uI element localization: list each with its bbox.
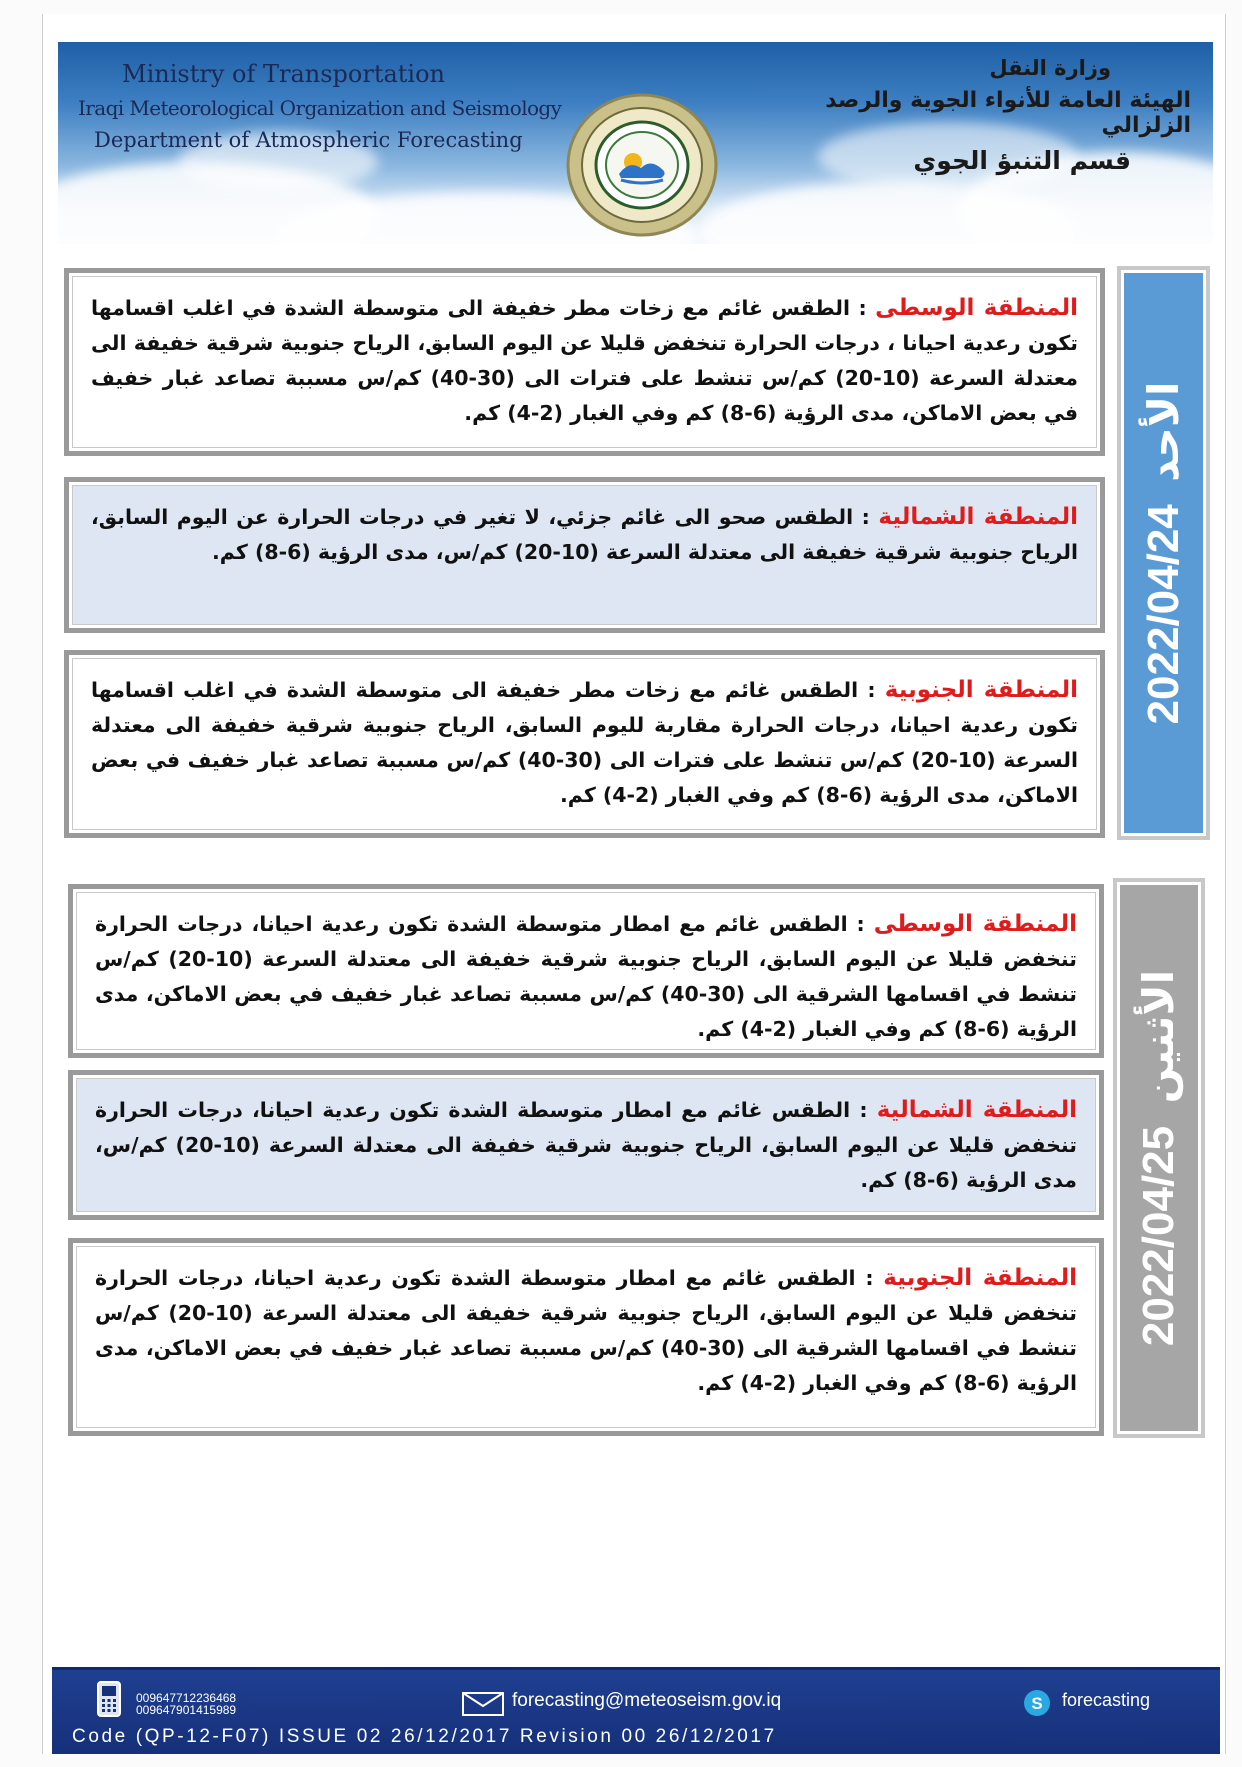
email-address[interactable]: forecasting@meteoseism.gov.iq bbox=[512, 1690, 782, 1711]
document-code: Code (QP-12-F07) ISSUE 02 26/12/2017 Revision 00 26/12/2017 bbox=[72, 1726, 777, 1747]
phone-number-1[interactable]: 009647712236468 bbox=[136, 1691, 237, 1705]
forecast-text: الطقس صحو الى غائم جزئي، لا تغير في درجات الحرارة عن اليوم السابق، الرياح جنوبية شرقية خفيفة الى معتدلة السرعة (10-20) كم/س، مدى الرؤية (6-8) كم. bbox=[91, 505, 1078, 564]
organization-name-ar: الهيئة العامة للأنواء الجوية والرصد الزلزالي bbox=[825, 88, 1191, 138]
date-bar bbox=[1117, 266, 1210, 840]
region-label: المنطقة الجنوبية bbox=[883, 1265, 1077, 1291]
forecast-section bbox=[68, 1238, 1104, 1436]
day-name: الأثنين bbox=[1134, 969, 1183, 1104]
phone-number-2[interactable]: 009647901415989 bbox=[136, 1703, 237, 1717]
region-colon: : bbox=[855, 1266, 884, 1290]
day-name: الأحد bbox=[1138, 381, 1188, 482]
header-banner bbox=[58, 42, 1213, 244]
date-bar bbox=[1113, 878, 1205, 1438]
forecast-text: الطقس غائم مع زخات مطر خفيفة الى متوسطة الشدة في اغلب اقسامها تكون رعدية احيانا، درجات الحرارة مقاربة لليوم السابق، الرياح جنوبية شرقية خفيفة الى معتدلة السرعة (10-20) كم/س تنشط على فترات الى (30-40) كم/س مسببة تصاعد غبار خفيف في بعض الاماكن، مدى الرؤية (6-8) كم وفي الغبار (2-4) كم. bbox=[91, 678, 1078, 807]
date-label bbox=[1134, 970, 1184, 1346]
region-colon: : bbox=[849, 296, 876, 320]
forecast-text: الطقس غائم مع زخات مطر خفيفة الى متوسطة الشدة في اغلب اقسامها تكون رعدية احيانا ، درجات الحرارة تنخفض قليلا عن اليوم السابق، الرياح جنوبية شرقية خفيفة الى معتدلة السرعة (10-20) كم/س تنشط على فترات الى (30-40) كم/س مسببة تصاعد غبار خفيف في بعض الاماكن، مدى الرؤية (6-8) كم وفي الغبار (2-4) كم. bbox=[91, 296, 1078, 425]
region-label: المنطقة الوسطى bbox=[873, 911, 1077, 937]
forecast-section bbox=[64, 477, 1105, 633]
region-colon: : bbox=[858, 678, 885, 702]
skype-handle[interactable]: forecasting bbox=[1062, 1690, 1151, 1710]
forecast-section bbox=[64, 650, 1105, 838]
region-label: المنطقة الوسطى bbox=[875, 295, 1078, 321]
region-label: المنطقة الشمالية bbox=[876, 1097, 1077, 1123]
region-colon: : bbox=[850, 1098, 877, 1122]
date-value: 2022/04/25 bbox=[1134, 1125, 1183, 1347]
mail-icon bbox=[462, 1692, 504, 1721]
ministry-name-ar: وزارة النقل bbox=[989, 56, 1111, 80]
skype-icon bbox=[1022, 1688, 1052, 1723]
ministry-name-en: Ministry of Transportation bbox=[122, 60, 445, 88]
organization-name-en: Iraqi Meteorological Organization and Seismology bbox=[78, 96, 562, 120]
region-colon: : bbox=[853, 505, 879, 529]
forecast-text: الطقس غائم مع امطار متوسطة الشدة تكون رعدية احيانا، درجات الحرارة تنخفض قليلا عن اليوم السابق، الرياح جنوبية شرقية خفيفة الى معتدلة السرعة (10-20) كم/س تنشط في اقسامها الشرقية الى (30-40) كم/س مسببة تصاعد غبار خفيف في بعض الاماكن، مدى الرؤية (6-8) كم وفي الغبار (2-4) كم. bbox=[95, 1266, 1078, 1395]
forecast-section bbox=[68, 884, 1104, 1058]
svg-text:S: S bbox=[1031, 1694, 1043, 1713]
header-english-title bbox=[78, 60, 562, 152]
phone-numbers bbox=[136, 1692, 236, 1716]
region-label: المنطقة الجنوبية bbox=[884, 677, 1078, 703]
region-colon: : bbox=[847, 912, 874, 936]
region-label: المنطقة الشمالية bbox=[878, 504, 1078, 530]
date-label bbox=[1139, 382, 1189, 725]
header-arabic-title bbox=[811, 56, 1191, 175]
department-name-ar: قسم التنبؤ الجوي bbox=[913, 146, 1131, 175]
footer-bar bbox=[52, 1667, 1220, 1754]
phone-icon bbox=[94, 1680, 124, 1723]
department-name-en: Department of Atmospheric Forecasting bbox=[94, 128, 523, 152]
date-value: 2022/04/24 bbox=[1138, 504, 1188, 725]
forecast-section bbox=[68, 1070, 1104, 1220]
forecast-text: الطقس غائم مع امطار متوسطة الشدة تكون رعدية احيانا، درجات الحرارة تنخفض قليلا عن اليوم السابق، الرياح جنوبية شرقية خفيفة الى معتدلة السرعة (10-20) كم/س تنشط في اقسامها الشرقية الى (30-40) كم/س مسببة تصاعد غبار خفيف في بعض الاماكن، مدى الرؤية (6-8) كم وفي الغبار (2-4) كم. bbox=[95, 912, 1078, 1041]
forecast-text: الطقس غائم مع امطار متوسطة الشدة تكون رعدية احيانا، درجات الحرارة تنخفض قليلا عن اليوم السابق، الرياح جنوبية شرقية خفيفة الى معتدلة السرعة (10-20) كم/س، مدى الرؤية (6-8) كم. bbox=[95, 1098, 1077, 1192]
organization-logo bbox=[563, 90, 721, 240]
forecast-section bbox=[64, 268, 1105, 456]
